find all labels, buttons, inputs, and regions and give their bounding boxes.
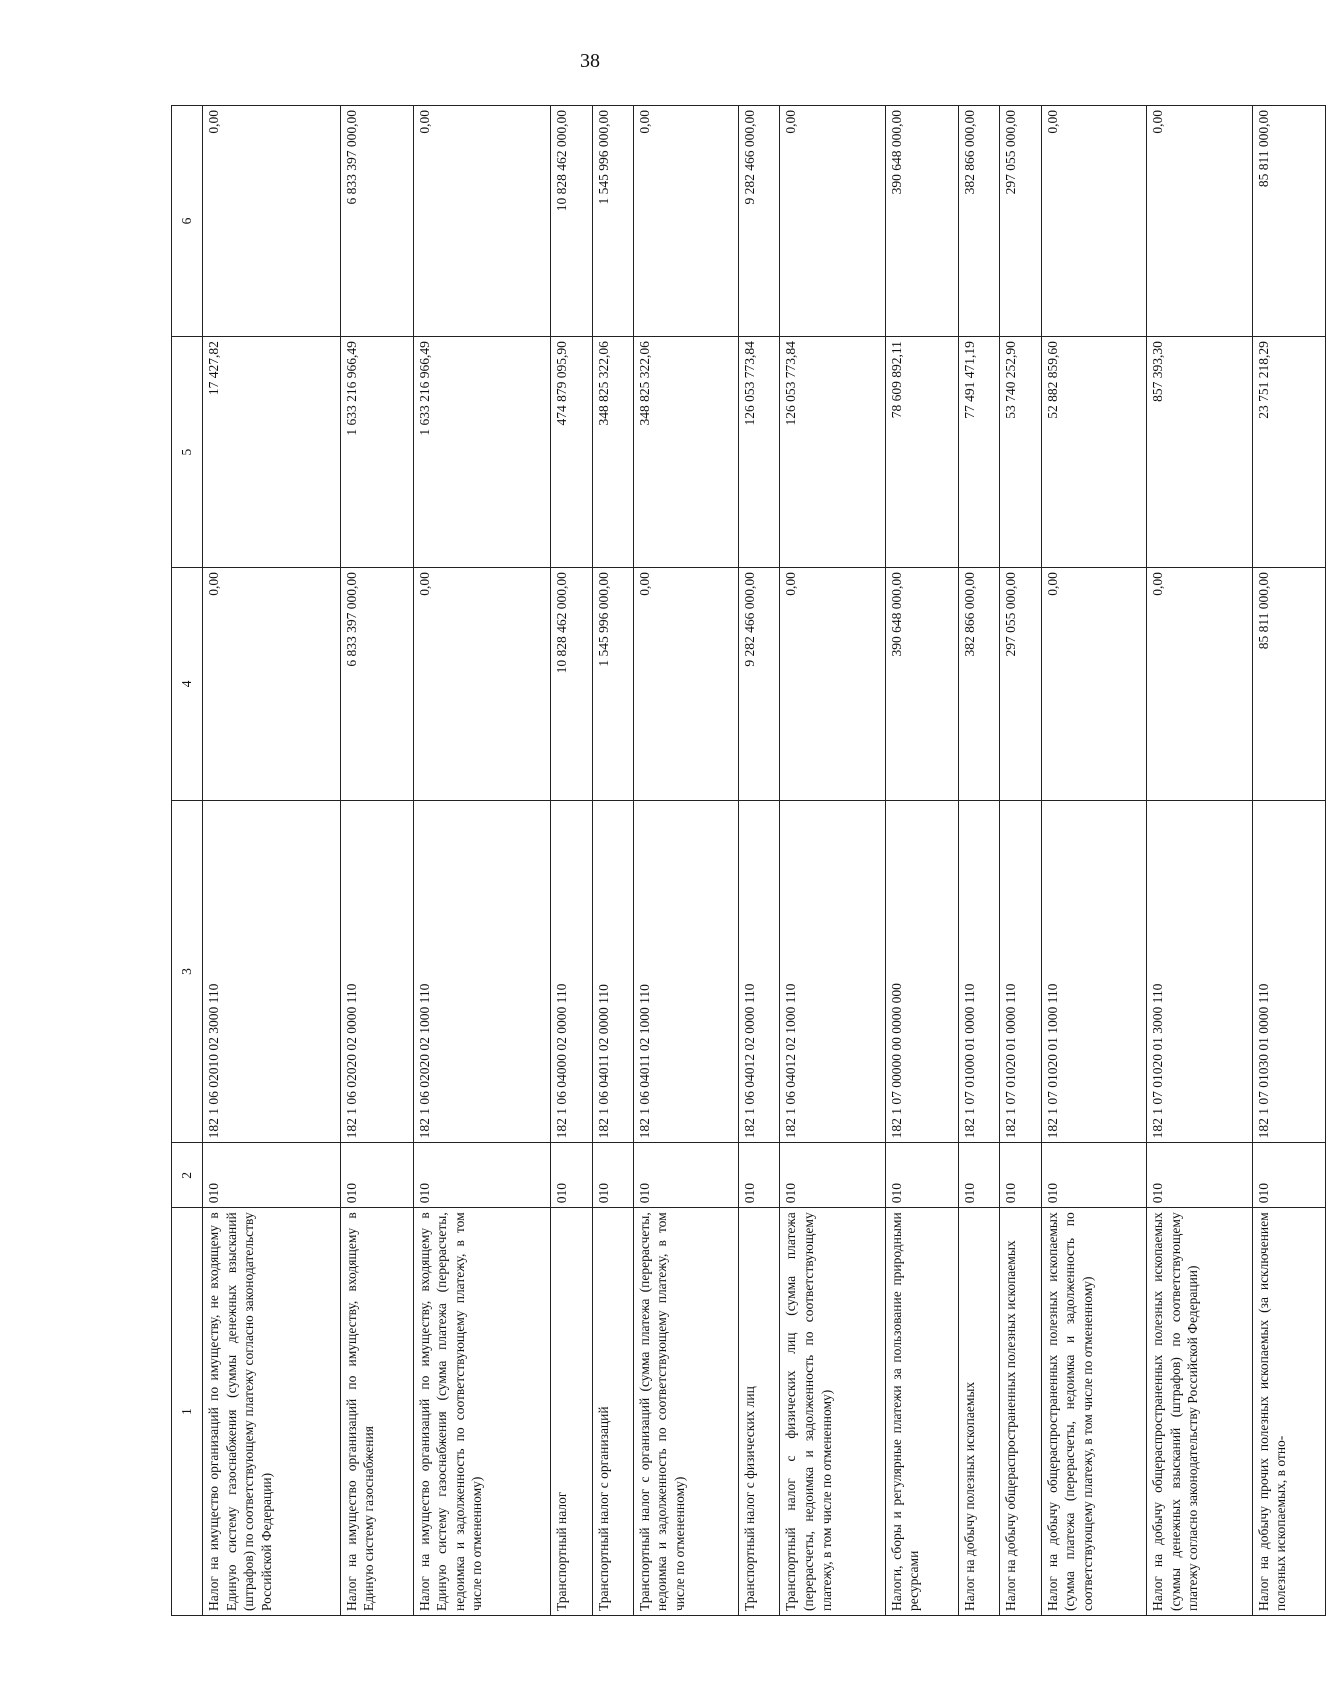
row-budget-code: 182 1 06 04011 02 1000 110 — [633, 800, 738, 1143]
row-approved: 0,00 — [1147, 568, 1252, 801]
row-executed: 53 740 252,90 — [1000, 337, 1041, 568]
table-row — [1000, 106, 1041, 1616]
row-executed: 348 825 322,06 — [592, 337, 633, 568]
table-row — [1041, 106, 1146, 1616]
header-col-2: 2 — [172, 1143, 203, 1208]
row-line-code: 010 — [1041, 1143, 1146, 1208]
row-budget-code: 182 1 07 01020 01 3000 110 — [1147, 800, 1252, 1143]
row-unexecuted: 390 648 000,00 — [885, 106, 958, 337]
budget-table — [171, 105, 1326, 1616]
row-line-code: 010 — [592, 1143, 633, 1208]
row-line-code: 010 — [1147, 1143, 1252, 1208]
row-budget-code: 182 1 06 02010 02 3000 110 — [203, 800, 341, 1143]
header-col-6: 6 — [172, 106, 203, 337]
row-name: Налог на добычу общераспространенных полезных ископаемых (сумма платежа (перерасчеты, недоимка и задолженность по соответствующему платежу, в том числе по отмененному) — [1041, 1208, 1146, 1616]
row-name: Транспортный налог с организаций (сумма платежа (перерасчеты, недоимка и задолженность по соответствующему платежу, в том числе по отмененному) — [633, 1208, 738, 1616]
row-budget-code: 182 1 07 01030 01 0000 110 — [1252, 800, 1325, 1143]
row-approved: 297 055 000,00 — [1000, 568, 1041, 801]
row-unexecuted: 297 055 000,00 — [1000, 106, 1041, 337]
row-name: Транспортный налог с организаций — [592, 1208, 633, 1616]
row-name: Транспортный налог с физических лиц (сумма платежа (перерасчеты, недоимка и задолженность по соответствующему платежу, в том числе по отмененному) — [780, 1208, 885, 1616]
row-line-code: 010 — [1252, 1143, 1325, 1208]
row-executed: 77 491 471,19 — [959, 337, 1000, 568]
row-name: Транспортный налог с физических лиц — [739, 1208, 780, 1616]
row-unexecuted: 0,00 — [1041, 106, 1146, 337]
row-approved: 6 833 397 000,00 — [340, 568, 413, 801]
row-unexecuted: 0,00 — [413, 106, 551, 337]
row-line-code: 010 — [739, 1143, 780, 1208]
table-row — [959, 106, 1000, 1616]
row-approved: 0,00 — [780, 568, 885, 801]
table-row — [340, 106, 413, 1616]
row-line-code: 010 — [413, 1143, 551, 1208]
row-name: Налог на имущество организаций по имуществу, не входящему в Единую систему газоснабжения (суммы денежных взысканий (штрафов) по соответствующему платежу согласно законодательству Российской Федерации) — [203, 1208, 341, 1616]
row-line-code: 010 — [959, 1143, 1000, 1208]
row-unexecuted: 0,00 — [1147, 106, 1252, 337]
table-row — [1252, 106, 1325, 1616]
table-row — [885, 106, 958, 1616]
row-budget-code: 182 1 07 00000 00 0000 000 — [885, 800, 958, 1143]
row-name: Налог на добычу полезных ископаемых — [959, 1208, 1000, 1616]
row-name: Транспортный налог — [551, 1208, 592, 1616]
table-row — [551, 106, 592, 1616]
row-budget-code: 182 1 06 04000 02 0000 110 — [551, 800, 592, 1143]
rotated-table-container — [171, 105, 1326, 1616]
row-name: Налог на добычу общераспространенных полезных ископаемых (суммы денежных взысканий (штрафов) по соответствующему платежу согласно законодательству Российской Федерации) — [1147, 1208, 1252, 1616]
table-row — [592, 106, 633, 1616]
header-col-3: 3 — [172, 800, 203, 1143]
row-executed: 1 633 216 966,49 — [340, 337, 413, 568]
table-row — [780, 106, 885, 1616]
table-row — [203, 106, 341, 1616]
row-unexecuted: 382 866 000,00 — [959, 106, 1000, 337]
row-line-code: 010 — [203, 1143, 341, 1208]
header-col-5: 5 — [172, 337, 203, 568]
row-approved: 10 828 462 000,00 — [551, 568, 592, 801]
row-line-code: 010 — [551, 1143, 592, 1208]
row-unexecuted: 0,00 — [780, 106, 885, 337]
page-number: 38 — [580, 50, 600, 72]
row-executed: 348 825 322,06 — [633, 337, 738, 568]
row-line-code: 010 — [340, 1143, 413, 1208]
header-col-1: 1 — [172, 1208, 203, 1616]
row-line-code: 010 — [633, 1143, 738, 1208]
row-name: Налог на добычу прочих полезных ископаемых (за исключением полезных ископаемых, в отно- — [1252, 1208, 1325, 1616]
row-approved: 390 648 000,00 — [885, 568, 958, 801]
row-approved: 0,00 — [203, 568, 341, 801]
row-budget-code: 182 1 07 01020 01 0000 110 — [1000, 800, 1041, 1143]
row-approved: 1 545 996 000,00 — [592, 568, 633, 801]
row-budget-code: 182 1 07 01000 01 0000 110 — [959, 800, 1000, 1143]
row-name: Налог на имущество организаций по имуществу, входящему в Единую систему газоснабжения — [340, 1208, 413, 1616]
row-executed: 23 751 218,29 — [1252, 337, 1325, 568]
row-unexecuted: 1 545 996 000,00 — [592, 106, 633, 337]
row-approved: 9 282 466 000,00 — [739, 568, 780, 801]
row-unexecuted: 10 828 462 000,00 — [551, 106, 592, 337]
row-executed: 78 609 892,11 — [885, 337, 958, 568]
row-unexecuted: 85 811 000,00 — [1252, 106, 1325, 337]
row-executed: 857 393,30 — [1147, 337, 1252, 568]
row-approved: 0,00 — [1041, 568, 1146, 801]
row-executed: 17 427,82 — [203, 337, 341, 568]
header-col-4: 4 — [172, 568, 203, 801]
row-budget-code: 182 1 06 04012 02 1000 110 — [780, 800, 885, 1143]
row-executed: 1 633 216 966,49 — [413, 337, 551, 568]
row-approved: 382 866 000,00 — [959, 568, 1000, 801]
row-approved: 0,00 — [633, 568, 738, 801]
table-row — [633, 106, 738, 1616]
row-name: Налог на имущество организаций по имуществу, входящему в Единую систему газоснабжения (сумма платежа (перерасчеты, недоимка и задолженность по соответствующему платежу, в том числе по отмененному) — [413, 1208, 551, 1616]
row-budget-code: 182 1 06 02020 02 1000 110 — [413, 800, 551, 1143]
row-line-code: 010 — [780, 1143, 885, 1208]
row-unexecuted: 0,00 — [633, 106, 738, 337]
row-name: Налоги, сборы и регулярные платежи за пользование природными ресурсами — [885, 1208, 958, 1616]
row-approved: 85 811 000,00 — [1252, 568, 1325, 801]
row-budget-code: 182 1 07 01020 01 1000 110 — [1041, 800, 1146, 1143]
table-row — [1147, 106, 1252, 1616]
row-executed: 474 879 095,90 — [551, 337, 592, 568]
row-approved: 0,00 — [413, 568, 551, 801]
table-row — [413, 106, 551, 1616]
row-line-code: 010 — [1000, 1143, 1041, 1208]
row-unexecuted: 6 833 397 000,00 — [340, 106, 413, 337]
row-executed: 126 053 773,84 — [780, 337, 885, 568]
row-unexecuted: 9 282 466 000,00 — [739, 106, 780, 337]
row-budget-code: 182 1 06 04012 02 0000 110 — [739, 800, 780, 1143]
row-unexecuted: 0,00 — [203, 106, 341, 337]
row-budget-code: 182 1 06 04011 02 0000 110 — [592, 800, 633, 1143]
row-executed: 126 053 773,84 — [739, 337, 780, 568]
table-row — [739, 106, 780, 1616]
table-header-row — [172, 106, 203, 1616]
row-executed: 52 882 859,60 — [1041, 337, 1146, 568]
row-line-code: 010 — [885, 1143, 958, 1208]
row-name: Налог на добычу общераспространенных полезных ископаемых — [1000, 1208, 1041, 1616]
row-budget-code: 182 1 06 02020 02 0000 110 — [340, 800, 413, 1143]
